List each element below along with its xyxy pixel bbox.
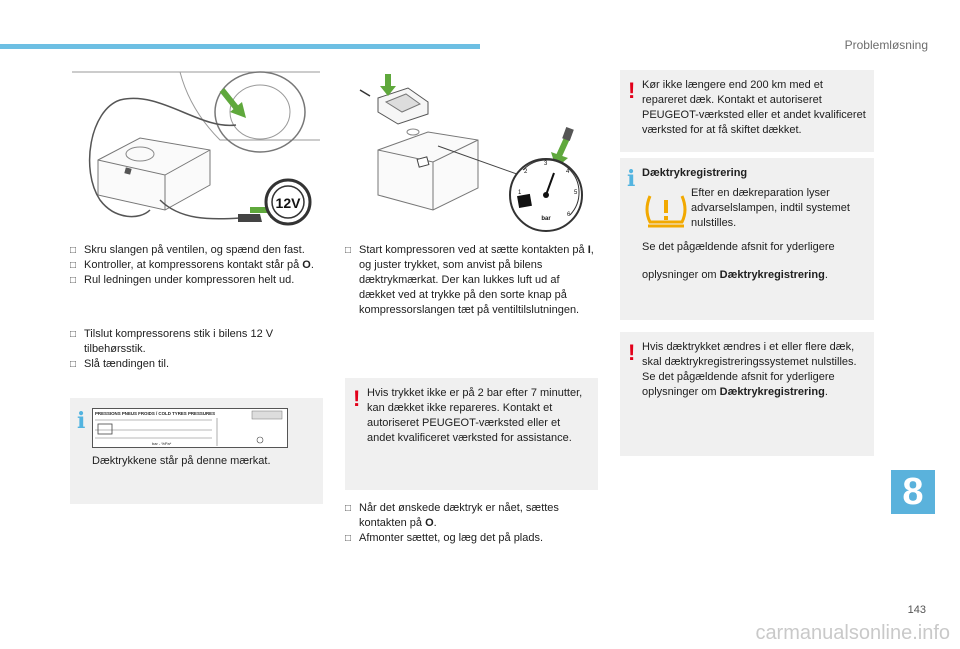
square-bullet-icon: □ [70, 329, 77, 340]
gauge-tick-6: 6 [567, 212, 571, 218]
steps-list-c [345, 243, 595, 318]
exclamation-icon: ! [353, 386, 361, 411]
exclamation-icon: ! [628, 340, 636, 365]
square-bullet-icon: □ [345, 503, 352, 514]
watermark: carmanualsonline.info [755, 622, 950, 644]
label-unit: bar - %Pa* [152, 441, 172, 446]
tpms-reference-1: Se det pågældende afsnit for yderligere [642, 241, 835, 253]
steps-list-b [70, 327, 325, 372]
gauge-tick-4: 4 [566, 169, 570, 175]
square-bullet-icon: □ [70, 260, 77, 271]
section-title: Problemløsning [844, 38, 928, 52]
tpms-reference-2: oplysninger om Dæktrykregistrering. [642, 269, 828, 281]
header-accent-bar [0, 44, 480, 49]
socket-label: 12V [275, 195, 301, 211]
page-number: 143 [907, 604, 926, 616]
square-bullet-icon: □ [70, 275, 77, 286]
tyre-pressure-warning-icon [644, 192, 688, 230]
mileage-warning-text: Kør ikke længere end 200 km med et repareret dæk. Kontakt et autoriseret PEUGEOT-værksted eller et andet kvalificeret værksted for at få skiftet dækket. [642, 79, 866, 136]
tpms-reset-warning-box [620, 332, 874, 456]
square-bullet-icon: □ [70, 359, 77, 370]
list-item: □ Når det ønskede dæktryk er nået, sættes kontakten på O. [345, 502, 559, 529]
label-title: PRESSIONS PNEUS FROIDS / COLD TYRES PRESSURES [95, 411, 216, 416]
gauge-tick-5: 5 [574, 190, 578, 196]
square-bullet-icon: □ [345, 533, 352, 544]
mileage-warning-box [620, 70, 874, 152]
gauge-unit: bar [541, 216, 551, 222]
gauge-tick-3: 3 [544, 161, 548, 167]
gauge-tick-2: 2 [524, 169, 528, 175]
pressure-warning-box [345, 378, 598, 490]
gauge-tick-1: 1 [518, 190, 522, 196]
list-item: □ Start kompressoren ved at sætte kontakten på I, og juster trykket, som anvist på bilens dæktrykmærkat. Der kan lukkes luft ud af dækket ved at trykke på den sorte knap på kompressorslangen tæt på ventiltilslutningen. [345, 244, 594, 316]
exclamation-icon: ! [628, 78, 636, 103]
list-item: □ Slå tændingen til. [70, 358, 169, 370]
list-item: □ Afmonter sættet, og læg det på plads. [345, 532, 544, 544]
compressor-gauge-illustration [358, 70, 596, 235]
list-item: □ Kontroller, at kompressorens kontakt står på O. [70, 259, 314, 271]
tyre-label-text: Dæktrykkene står på denne mærkat. [92, 455, 271, 467]
tpms-info-box [620, 158, 874, 320]
steps-list-a [70, 243, 325, 288]
list-item: □ Tilslut kompressorens stik i bilens 12 V tilbehørsstik. [70, 328, 274, 355]
compressor-connection-illustration [70, 70, 325, 240]
pressure-warning-text: Hvis trykket ikke er på 2 bar efter 7 minutter, kan dækket ikke repareres. Kontakt et autoriseret PEUGEOT-værksted eller et andet kvalificeret værksted for assistance. [367, 387, 583, 444]
square-bullet-icon: □ [70, 245, 77, 256]
info-icon: i [77, 408, 86, 434]
chapter-tab: 8 [891, 470, 935, 514]
list-item: □ Skru slangen på ventilen, og spænd den fast. [70, 244, 305, 256]
info-icon: i [627, 166, 636, 192]
tpms-title: Dæktrykregistrering [642, 167, 748, 179]
list-item: □ Rul ledningen under kompressoren helt ud. [70, 274, 295, 286]
tpms-reset-warning-text: Hvis dæktrykket ændres i et eller flere dæk, skal dæktrykregistreringssystemet nulstilles. Se det pågældende afsnit for yderligere oplysninger om Dæktrykregistrering. [642, 341, 857, 398]
steps-list-d [345, 501, 595, 546]
tyre-pressure-label-image [92, 408, 288, 448]
tyre-label-info-box [70, 398, 323, 504]
square-bullet-icon: □ [345, 245, 352, 256]
tpms-text: Efter en dækreparation lyser advarselslampen, indtil systemet nulstilles. [691, 187, 850, 229]
